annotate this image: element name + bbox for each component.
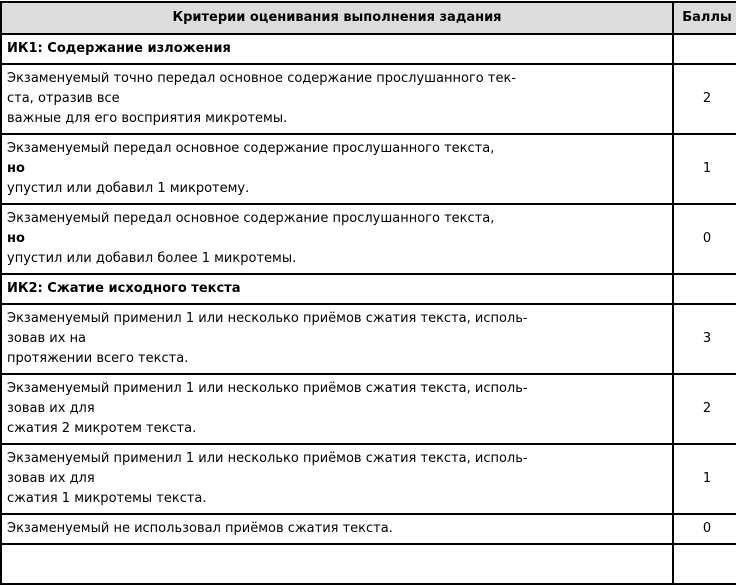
- criterion-line: зовав их для: [7, 401, 95, 416]
- criterion-line: Экзаменуемый применил 1 или несколько приёмов сжатия текста, исполь-: [7, 381, 528, 396]
- partial-row: [1, 544, 736, 584]
- table-body: [1, 34, 736, 584]
- criterion-cell: [1, 204, 673, 274]
- criterion-row: [1, 514, 736, 544]
- header-row: [1, 2, 736, 34]
- criterion-row: [1, 444, 736, 514]
- score-cell: 0: [673, 514, 736, 544]
- criterion-line: Экзаменуемый применил 1 или несколько приёмов сжатия текста, исполь-: [7, 311, 528, 326]
- criterion-line: Экзаменуемый точно передал основное содержание прослушанного тек-: [7, 71, 516, 86]
- criterion-cell: [1, 134, 673, 204]
- criterion-cell: [1, 304, 673, 374]
- criterion-line: Экзаменуемый не использовал приёмов сжатия текста.: [7, 521, 393, 536]
- criterion-line: ста, отразив все: [7, 91, 120, 106]
- score-cell: 1: [673, 444, 736, 514]
- score-cell: 0: [673, 204, 736, 274]
- criterion-line: упустил или добавил 1 микротему.: [7, 181, 250, 196]
- criterion-cell: [1, 444, 673, 514]
- criterion-cell: [1, 514, 673, 544]
- section-row: [1, 34, 736, 64]
- criteria-header-cell: Критерии оценивания выполнения задания: [1, 2, 673, 34]
- criterion-row: [1, 304, 736, 374]
- criterion-row: [1, 64, 736, 134]
- score-header-cell: Баллы: [673, 2, 736, 34]
- criterion-line: упустил или добавил более 1 микротемы.: [7, 251, 297, 266]
- score-cell: 1: [673, 134, 736, 204]
- score-cell: [673, 544, 736, 584]
- score-cell: 2: [673, 374, 736, 444]
- criterion-row: [1, 134, 736, 204]
- criterion-line: протяжении всего текста.: [7, 351, 189, 366]
- criterion-line: но: [7, 161, 25, 176]
- score-cell: [673, 274, 736, 304]
- criterion-line: Экзаменуемый передал основное содержание прослушанного текста,: [7, 211, 495, 226]
- section-row: [1, 274, 736, 304]
- score-cell: 3: [673, 304, 736, 374]
- criterion-row: [1, 374, 736, 444]
- criteria-table: [0, 1, 736, 585]
- score-cell: 2: [673, 64, 736, 134]
- criterion-line: сжатия 2 микротем текста.: [7, 421, 197, 436]
- criterion-line: зовав их на: [7, 331, 87, 346]
- partial-cell: [1, 544, 673, 584]
- criterion-line: Экзаменуемый применил 1 или несколько приёмов сжатия текста, исполь-: [7, 451, 528, 466]
- section-title: ИК1: Содержание изложения: [1, 34, 673, 64]
- section-title: ИК2: Сжатие исходного текста: [1, 274, 673, 304]
- criterion-line: Экзаменуемый передал основное содержание прослушанного текста,: [7, 141, 495, 156]
- criterion-cell: [1, 374, 673, 444]
- criterion-row: [1, 204, 736, 274]
- criterion-line: сжатия 1 микротемы текста.: [7, 491, 207, 506]
- criterion-cell: [1, 64, 673, 134]
- criterion-line: но: [7, 231, 25, 246]
- criterion-line: важные для его восприятия микротемы.: [7, 111, 288, 126]
- criterion-line: зовав их для: [7, 471, 95, 486]
- score-cell: [673, 34, 736, 64]
